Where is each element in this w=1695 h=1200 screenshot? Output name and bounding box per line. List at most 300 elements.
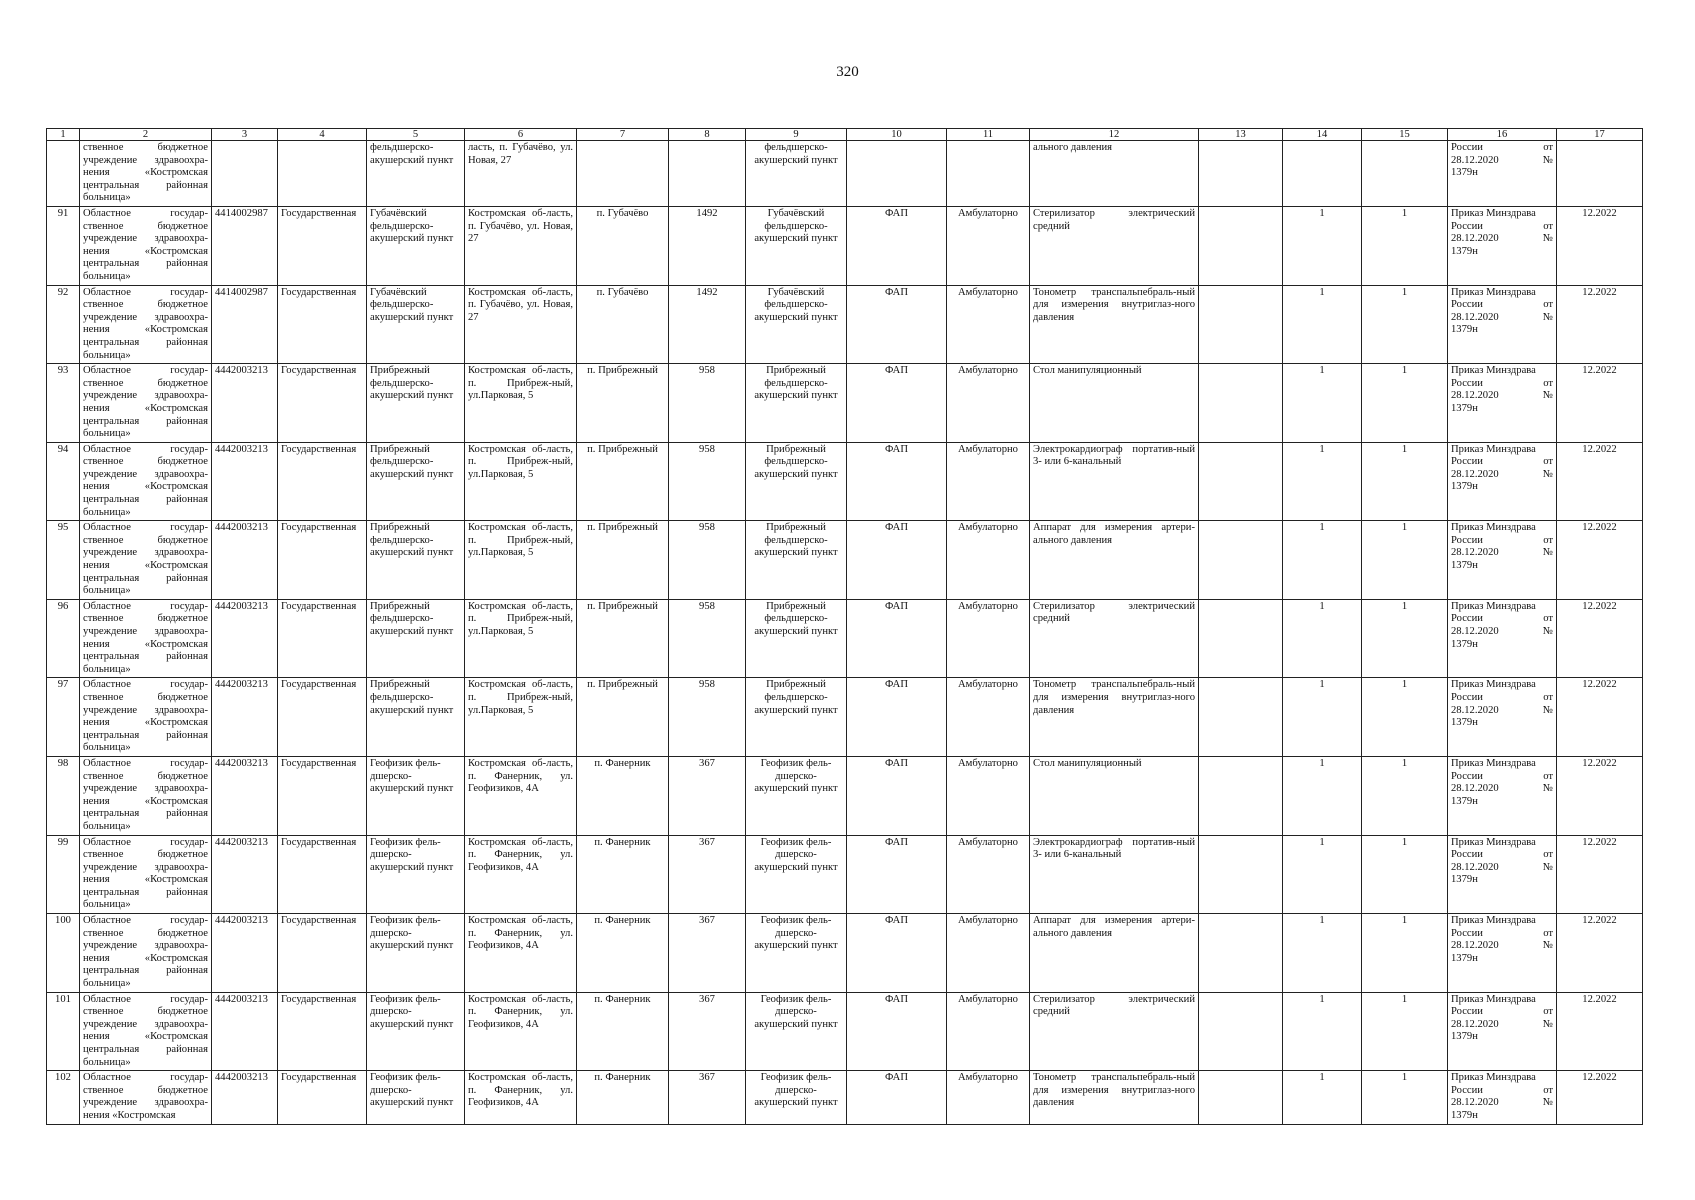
cell-organization: Областное государ-ственное бюджетное учреждение здравоохра-нения «Костромская bbox=[80, 1071, 212, 1124]
table-row bbox=[47, 285, 1643, 364]
order-line2: 28.12.2020 bbox=[1451, 233, 1499, 245]
table-row bbox=[47, 756, 1643, 835]
cell-organization: Областное государ-ственное бюджетное учреждение здравоохра-нения «Костромская центральная районная больница» bbox=[80, 992, 212, 1071]
table-row bbox=[47, 835, 1643, 914]
order-line2: 28.12.2020 bbox=[1451, 1018, 1499, 1030]
order-line3: 1379н bbox=[1451, 324, 1478, 336]
cell-care-mode bbox=[947, 141, 1030, 207]
cell-inn: 4442003213 bbox=[212, 678, 278, 757]
cell-order bbox=[1448, 756, 1557, 835]
cell-equipment: Стерилизатор электрический средний bbox=[1030, 599, 1199, 678]
order-line2: 28.12.2020 bbox=[1451, 704, 1499, 716]
cell-address: Костромская об-ласть, п. Прибреж-ный, ул.Парковая, 5 bbox=[465, 599, 577, 678]
cell-facility: Геофизик фель-дшерско-акушерский пункт bbox=[367, 992, 465, 1071]
cell-col15: 1 bbox=[1362, 285, 1448, 364]
cell-care-mode: Амбулаторно bbox=[947, 756, 1030, 835]
cell-deadline: 12.2022 bbox=[1557, 835, 1643, 914]
cell-care-mode: Амбулаторно bbox=[947, 207, 1030, 286]
cell-locality: п. Прибрежный bbox=[577, 678, 669, 757]
cell-inn bbox=[212, 141, 278, 207]
order-line2-right: № bbox=[1542, 468, 1553, 480]
order-line3: 1379н bbox=[1451, 402, 1478, 414]
cell-unit-type: ФАП bbox=[847, 1071, 947, 1124]
column-number: 14 bbox=[1283, 129, 1362, 141]
cell-locality bbox=[577, 141, 669, 207]
cell-ownership-form: Государственная bbox=[278, 442, 367, 521]
order-line1: России bbox=[1451, 220, 1483, 232]
cell-deadline: 12.2022 bbox=[1557, 521, 1643, 600]
cell-col13 bbox=[1199, 521, 1283, 600]
cell-equipment: Аппарат для измерения артери-ального давления bbox=[1030, 521, 1199, 600]
cell-inn: 4442003213 bbox=[212, 756, 278, 835]
cell-facility: Прибрежный фельдшерско-акушерский пункт bbox=[367, 521, 465, 600]
cell-organization: Областное государ-ственное бюджетное учреждение здравоохра-нения «Костромская центральная районная больница» bbox=[80, 756, 212, 835]
cell-ownership-form: Государственная bbox=[278, 285, 367, 364]
order-line1-right: от bbox=[1543, 770, 1553, 782]
cell-organization: Областное государ-ственное бюджетное учреждение здравоохра-нения «Костромская центральная районная больница» bbox=[80, 207, 212, 286]
cell-ownership-form: Государственная bbox=[278, 678, 367, 757]
cell-organization: Областное государ-ственное бюджетное учреждение здравоохра-нения «Костромская центральная районная больница» bbox=[80, 442, 212, 521]
cell-col13 bbox=[1199, 285, 1283, 364]
cell-deadline: 12.2022 bbox=[1557, 756, 1643, 835]
cell-deadline: 12.2022 bbox=[1557, 285, 1643, 364]
table-row bbox=[47, 442, 1643, 521]
column-number: 15 bbox=[1362, 129, 1448, 141]
order-line2-right: № bbox=[1542, 1018, 1553, 1030]
cell-equipment: ального давления bbox=[1030, 141, 1199, 207]
cell-order bbox=[1448, 1071, 1557, 1124]
cell-facility: Прибрежный фельдшерско-акушерский пункт bbox=[367, 599, 465, 678]
table-row bbox=[47, 992, 1643, 1071]
cell-ownership-form: Государственная bbox=[278, 521, 367, 600]
order-line1: России bbox=[1451, 1084, 1483, 1096]
order-line1-right: от bbox=[1543, 534, 1553, 546]
cell-locality: п. Губачёво bbox=[577, 207, 669, 286]
cell-col14: 1 bbox=[1283, 914, 1362, 993]
cell-deadline: 12.2022 bbox=[1557, 364, 1643, 443]
cell-organization: Областное государ-ственное бюджетное учреждение здравоохра-нения «Костромская центральная районная больница» bbox=[80, 364, 212, 443]
order-line0: Приказ Минздрава bbox=[1451, 1072, 1536, 1084]
column-number: 12 bbox=[1030, 129, 1199, 141]
cell-organization: Областное государ-ственное бюджетное учреждение здравоохра-нения «Костромская центральная районная больница» bbox=[80, 599, 212, 678]
cell-population: 958 bbox=[669, 442, 746, 521]
cell-address: Костромская об-ласть, п. Прибреж-ный, ул.Парковая, 5 bbox=[465, 521, 577, 600]
column-number: 13 bbox=[1199, 129, 1283, 141]
column-number: 11 bbox=[947, 129, 1030, 141]
cell-unit-type bbox=[847, 141, 947, 207]
cell-unit-type: ФАП bbox=[847, 364, 947, 443]
cell-equipment: Стол манипуляционный bbox=[1030, 364, 1199, 443]
cell-population: 367 bbox=[669, 756, 746, 835]
cell-col14: 1 bbox=[1283, 1071, 1362, 1124]
cell-inn: 4442003213 bbox=[212, 914, 278, 993]
cell-order bbox=[1448, 599, 1557, 678]
order-line2: 28.12.2020 bbox=[1451, 940, 1499, 952]
cell-locality: п. Фанерник bbox=[577, 1071, 669, 1124]
cell-col14 bbox=[1283, 141, 1362, 207]
column-number-row bbox=[47, 129, 1643, 141]
column-number: 16 bbox=[1448, 129, 1557, 141]
cell-locality: п. Губачёво bbox=[577, 285, 669, 364]
cell-order bbox=[1448, 364, 1557, 443]
cell-deadline: 12.2022 bbox=[1557, 1071, 1643, 1124]
cell-facility: фельдшерско-акушерский пункт bbox=[367, 141, 465, 207]
column-number: 7 bbox=[577, 129, 669, 141]
order-line1: России bbox=[1451, 534, 1483, 546]
cell-population: 958 bbox=[669, 678, 746, 757]
cell-population: 958 bbox=[669, 364, 746, 443]
column-number: 9 bbox=[746, 129, 847, 141]
order-line2: 28.12.2020 bbox=[1451, 626, 1499, 637]
cell-population: 367 bbox=[669, 992, 746, 1071]
cell-col14: 1 bbox=[1283, 207, 1362, 286]
order-line3: 1379н bbox=[1451, 952, 1478, 964]
order-line1: России bbox=[1451, 377, 1483, 389]
order-line1-right: от bbox=[1543, 691, 1553, 703]
cell-address: Костромская об-ласть, п. Губачёво, ул. Новая, 27 bbox=[465, 207, 577, 286]
order-line2-right: № bbox=[1542, 233, 1553, 245]
cell-col15: 1 bbox=[1362, 442, 1448, 521]
cell-inn: 4442003213 bbox=[212, 364, 278, 443]
cell-locality: п. Прибрежный bbox=[577, 442, 669, 521]
column-number: 1 bbox=[47, 129, 80, 141]
cell-equipment: Тонометр транспальпебраль-ный для измерения внутриглаз-ного давления bbox=[1030, 285, 1199, 364]
cell-col14: 1 bbox=[1283, 442, 1362, 521]
column-number: 5 bbox=[367, 129, 465, 141]
cell-col15: 1 bbox=[1362, 521, 1448, 600]
cell-address: Костромская об-ласть, п. Губачёво, ул. Новая, 27 bbox=[465, 285, 577, 364]
cell-population: 367 bbox=[669, 914, 746, 993]
cell-care-mode: Амбулаторно bbox=[947, 835, 1030, 914]
cell-equipment: Стерилизатор электрический средний bbox=[1030, 992, 1199, 1071]
order-line1-right: от bbox=[1543, 220, 1553, 232]
cell-care-mode: Амбулаторно bbox=[947, 442, 1030, 521]
order-line0: Приказ Минздрава bbox=[1451, 757, 1536, 769]
cell-col13 bbox=[1199, 992, 1283, 1071]
order-line2-right: № bbox=[1542, 861, 1553, 873]
order-line1: России bbox=[1451, 1006, 1483, 1018]
cell-unit: фельдшерско-акушерский пункт bbox=[746, 141, 847, 207]
order-line3: 1379н bbox=[1451, 874, 1478, 886]
order-line0: Приказ Минздрава bbox=[1451, 679, 1536, 691]
cell-deadline: 12.2022 bbox=[1557, 914, 1643, 993]
cell-ownership-form: Государственная bbox=[278, 835, 367, 914]
order-line2-right: № bbox=[1542, 783, 1553, 795]
order-line0: Приказ Минздрава bbox=[1451, 836, 1536, 848]
order-line2: 28.12.2020 bbox=[1451, 783, 1499, 795]
cell-unit-type: ФАП bbox=[847, 914, 947, 993]
order-line1: России bbox=[1451, 142, 1483, 153]
cell-facility: Геофизик фель-дшерско-акушерский пункт bbox=[367, 756, 465, 835]
cell-locality: п. Фанерник bbox=[577, 914, 669, 993]
cell-unit: Губачёвский фельдшерско-акушерский пункт bbox=[746, 285, 847, 364]
cell-deadline: 12.2022 bbox=[1557, 992, 1643, 1071]
cell-unit: Прибрежный фельдшерско-акушерский пункт bbox=[746, 599, 847, 678]
cell-order bbox=[1448, 521, 1557, 600]
cell-order bbox=[1448, 835, 1557, 914]
cell-facility: Прибрежный фельдшерско-акушерский пункт bbox=[367, 678, 465, 757]
cell-locality: п. Фанерник bbox=[577, 835, 669, 914]
cell-unit-type: ФАП bbox=[847, 442, 947, 521]
cell-unit: Геофизик фель-дшерско-акушерский пункт bbox=[746, 914, 847, 993]
cell-ownership-form: Государственная bbox=[278, 1071, 367, 1124]
order-line3: 1379н bbox=[1451, 717, 1478, 729]
order-line3: 1379н bbox=[1451, 638, 1478, 650]
cell-care-mode: Амбулаторно bbox=[947, 1071, 1030, 1124]
column-number: 4 bbox=[278, 129, 367, 141]
cell-unit: Геофизик фель-дшерско-акушерский пункт bbox=[746, 992, 847, 1071]
order-line2: 28.12.2020 bbox=[1451, 547, 1499, 559]
table-row bbox=[47, 914, 1643, 993]
cell-inn: 4442003213 bbox=[212, 1071, 278, 1124]
cell-facility: Прибрежный фельдшерско-акушерский пункт bbox=[367, 364, 465, 443]
cell-col14: 1 bbox=[1283, 364, 1362, 443]
order-line3: 1379н bbox=[1451, 795, 1478, 807]
cell-inn: 4442003213 bbox=[212, 521, 278, 600]
cell-unit-type: ФАП bbox=[847, 835, 947, 914]
cell-locality: п. Прибрежный bbox=[577, 521, 669, 600]
cell-care-mode: Амбулаторно bbox=[947, 599, 1030, 678]
cell-population: 958 bbox=[669, 599, 746, 678]
order-line1: России bbox=[1451, 927, 1483, 939]
cell-locality: п. Фанерник bbox=[577, 756, 669, 835]
cell-deadline: 12.2022 bbox=[1557, 207, 1643, 286]
cell-population: 1492 bbox=[669, 285, 746, 364]
column-number: 6 bbox=[465, 129, 577, 141]
cell-unit: Геофизик фель-дшерско-акушерский пункт bbox=[746, 756, 847, 835]
table-row bbox=[47, 1071, 1643, 1124]
cell-col14: 1 bbox=[1283, 835, 1362, 914]
order-line1-right: от bbox=[1543, 849, 1553, 861]
order-line3: 1379н bbox=[1451, 1031, 1478, 1043]
cell-population: 1492 bbox=[669, 207, 746, 286]
cell-unit: Прибрежный фельдшерско-акушерский пункт bbox=[746, 678, 847, 757]
order-line2-right: № bbox=[1542, 154, 1553, 166]
cell-care-mode: Амбулаторно bbox=[947, 678, 1030, 757]
cell-population bbox=[669, 141, 746, 207]
cell-equipment: Электрокардиограф портатив-ный 3- или 6-канальный bbox=[1030, 835, 1199, 914]
cell-organization: Областное государ-ственное бюджетное учреждение здравоохра-нения «Костромская центральная районная больница» bbox=[80, 521, 212, 600]
cell-deadline: 12.2022 bbox=[1557, 678, 1643, 757]
order-line3: 1379н bbox=[1451, 167, 1478, 179]
cell-address: Костромская об-ласть, п. Прибреж-ный, ул.Парковая, 5 bbox=[465, 364, 577, 443]
cell-unit-type: ФАП bbox=[847, 756, 947, 835]
cell-facility: Губачёвский фельдшерско-акушерский пункт bbox=[367, 207, 465, 286]
cell-row-number: 93 bbox=[47, 364, 80, 443]
cell-address: Костромская об-ласть, п. Фанерник, ул. Геофизиков, 4А bbox=[465, 835, 577, 914]
cell-address: Костромская об-ласть, п. Фанерник, ул. Геофизиков, 4А bbox=[465, 756, 577, 835]
cell-row-number: 91 bbox=[47, 207, 80, 286]
cell-row-number: 97 bbox=[47, 678, 80, 757]
cell-order bbox=[1448, 141, 1557, 207]
cell-col13 bbox=[1199, 1071, 1283, 1124]
order-line0: Приказ Минздрава bbox=[1451, 208, 1536, 219]
cell-unit: Прибрежный фельдшерско-акушерский пункт bbox=[746, 442, 847, 521]
cell-population: 958 bbox=[669, 521, 746, 600]
cell-order bbox=[1448, 285, 1557, 364]
cell-equipment: Стол манипуляционный bbox=[1030, 756, 1199, 835]
cell-organization: Областное государ-ственное бюджетное учреждение здравоохра-нения «Костромская центральная районная больница» bbox=[80, 678, 212, 757]
order-line2-right: № bbox=[1542, 704, 1553, 716]
cell-unit: Геофизик фель-дшерско-акушерский пункт bbox=[746, 835, 847, 914]
order-line0: Приказ Минздрава bbox=[1451, 522, 1536, 534]
cell-row-number: 92 bbox=[47, 285, 80, 364]
cell-inn: 4442003213 bbox=[212, 442, 278, 521]
cell-unit-type: ФАП bbox=[847, 285, 947, 364]
page-number: 320 bbox=[836, 64, 859, 80]
cell-equipment: Стерилизатор электрический средний bbox=[1030, 207, 1199, 286]
cell-inn: 4442003213 bbox=[212, 835, 278, 914]
order-line2: 28.12.2020 bbox=[1451, 1097, 1499, 1109]
column-number: 8 bbox=[669, 129, 746, 141]
cell-unit-type: ФАП bbox=[847, 521, 947, 600]
cell-order bbox=[1448, 914, 1557, 993]
cell-equipment: Тонометр транспальпебраль-ный для измерения внутриглаз-ного давления bbox=[1030, 1071, 1199, 1124]
cell-ownership-form: Государственная bbox=[278, 364, 367, 443]
cell-order bbox=[1448, 207, 1557, 286]
column-number: 17 bbox=[1557, 129, 1643, 141]
order-line1-right: от bbox=[1543, 927, 1553, 939]
cell-col13 bbox=[1199, 207, 1283, 286]
order-line2: 28.12.2020 bbox=[1451, 861, 1499, 873]
cell-care-mode: Амбулаторно bbox=[947, 914, 1030, 993]
column-number: 2 bbox=[80, 129, 212, 141]
order-line1: России bbox=[1451, 770, 1483, 782]
cell-row-number: 94 bbox=[47, 442, 80, 521]
cell-facility: Прибрежный фельдшерско-акушерский пункт bbox=[367, 442, 465, 521]
cell-facility: Губачёвский фельдшерско-акушерский пункт bbox=[367, 285, 465, 364]
cell-col13 bbox=[1199, 442, 1283, 521]
cell-col15: 1 bbox=[1362, 207, 1448, 286]
cell-unit: Губачёвский фельдшерско-акушерский пункт bbox=[746, 207, 847, 286]
cell-locality: п. Фанерник bbox=[577, 992, 669, 1071]
table-row bbox=[47, 364, 1643, 443]
cell-row-number bbox=[47, 141, 80, 207]
order-line2-right: № bbox=[1542, 940, 1553, 952]
cell-address: Костромская об-ласть, п. Прибреж-ный, ул.Парковая, 5 bbox=[465, 678, 577, 757]
cell-col13 bbox=[1199, 141, 1283, 207]
cell-population: 367 bbox=[669, 1071, 746, 1124]
cell-unit-type: ФАП bbox=[847, 678, 947, 757]
table-row bbox=[47, 599, 1643, 678]
cell-equipment: Электрокардиограф портатив-ный 3- или 6-канальный bbox=[1030, 442, 1199, 521]
cell-deadline: 12.2022 bbox=[1557, 442, 1643, 521]
equipment-register-table bbox=[46, 128, 1643, 1125]
cell-col15: 1 bbox=[1362, 1071, 1448, 1124]
order-line0: Приказ Минздрава bbox=[1451, 915, 1536, 927]
cell-order bbox=[1448, 442, 1557, 521]
cell-col15: 1 bbox=[1362, 992, 1448, 1071]
cell-ownership-form: Государственная bbox=[278, 207, 367, 286]
cell-address: ласть, п. Губачёво, ул. Новая, 27 bbox=[465, 141, 577, 207]
cell-ownership-form: Государственная bbox=[278, 599, 367, 678]
order-line2: 28.12.2020 bbox=[1451, 390, 1499, 402]
order-line3: 1379н bbox=[1451, 245, 1478, 257]
cell-col15: 1 bbox=[1362, 678, 1448, 757]
cell-row-number: 98 bbox=[47, 756, 80, 835]
cell-equipment: Тонометр транспальпебраль-ный для измерения внутриглаз-ного давления bbox=[1030, 678, 1199, 757]
cell-deadline: 12.2022 bbox=[1557, 599, 1643, 678]
cell-organization: ственное бюджетное учреждение здравоохра-нения «Костромская центральная районная больница» bbox=[80, 141, 212, 207]
table-body bbox=[47, 141, 1643, 1125]
order-line0: Приказ Минздрава bbox=[1451, 600, 1536, 612]
cell-inn: 4442003213 bbox=[212, 992, 278, 1071]
continuation-row bbox=[47, 141, 1643, 207]
cell-row-number: 101 bbox=[47, 992, 80, 1071]
cell-unit-type: ФАП bbox=[847, 207, 947, 286]
cell-inn: 4414002987 bbox=[212, 285, 278, 364]
order-line2-right: № bbox=[1542, 1097, 1553, 1109]
order-line3: 1379н bbox=[1451, 560, 1478, 572]
cell-address: Костромская об-ласть, п. Фанерник, ул. Геофизиков, 4А bbox=[465, 1071, 577, 1124]
cell-col14: 1 bbox=[1283, 599, 1362, 678]
order-line1: России bbox=[1451, 849, 1483, 861]
cell-row-number: 102 bbox=[47, 1071, 80, 1124]
cell-col13 bbox=[1199, 914, 1283, 993]
order-line2-right: № bbox=[1542, 311, 1553, 323]
cell-col13 bbox=[1199, 599, 1283, 678]
cell-equipment: Аппарат для измерения артери-ального давления bbox=[1030, 914, 1199, 993]
cell-order bbox=[1448, 678, 1557, 757]
cell-col15: 1 bbox=[1362, 364, 1448, 443]
cell-locality: п. Прибрежный bbox=[577, 599, 669, 678]
cell-care-mode: Амбулаторно bbox=[947, 992, 1030, 1071]
cell-row-number: 95 bbox=[47, 521, 80, 600]
cell-row-number: 96 bbox=[47, 599, 80, 678]
cell-population: 367 bbox=[669, 835, 746, 914]
order-line1-right: от bbox=[1543, 142, 1553, 153]
cell-ownership-form: Государственная bbox=[278, 914, 367, 993]
cell-col15: 1 bbox=[1362, 599, 1448, 678]
order-line3: 1379н bbox=[1451, 1109, 1478, 1121]
order-line1-right: от bbox=[1543, 456, 1553, 468]
order-line1: России bbox=[1451, 299, 1483, 311]
order-line0: Приказ Минздрава bbox=[1451, 993, 1536, 1005]
cell-facility: Геофизик фель-дшерско-акушерский пункт bbox=[367, 835, 465, 914]
order-line1-right: от bbox=[1543, 1006, 1553, 1018]
cell-col14: 1 bbox=[1283, 285, 1362, 364]
table-row bbox=[47, 678, 1643, 757]
table-row bbox=[47, 207, 1643, 286]
order-line1: России bbox=[1451, 613, 1483, 625]
order-line2-right: № bbox=[1542, 626, 1553, 637]
order-line3: 1379н bbox=[1451, 481, 1478, 493]
order-line0: Приказ Минздрава bbox=[1451, 365, 1536, 377]
cell-care-mode: Амбулаторно bbox=[947, 285, 1030, 364]
order-line1-right: от bbox=[1543, 299, 1553, 311]
cell-row-number: 99 bbox=[47, 835, 80, 914]
column-number: 3 bbox=[212, 129, 278, 141]
cell-row-number: 100 bbox=[47, 914, 80, 993]
cell-col15: 1 bbox=[1362, 914, 1448, 993]
order-line2: 28.12.2020 bbox=[1451, 154, 1499, 166]
cell-order bbox=[1448, 992, 1557, 1071]
cell-address: Костромская об-ласть, п. Фанерник, ул. Геофизиков, 4А bbox=[465, 914, 577, 993]
cell-facility: Геофизик фель-дшерско-акушерский пункт bbox=[367, 1071, 465, 1124]
cell-col14: 1 bbox=[1283, 992, 1362, 1071]
cell-care-mode: Амбулаторно bbox=[947, 521, 1030, 600]
order-line1-right: от bbox=[1543, 377, 1553, 389]
order-line2-right: № bbox=[1542, 547, 1553, 559]
order-line1-right: от bbox=[1543, 1084, 1553, 1096]
cell-unit: Прибрежный фельдшерско-акушерский пункт bbox=[746, 521, 847, 600]
cell-ownership-form bbox=[278, 141, 367, 207]
order-line2: 28.12.2020 bbox=[1451, 311, 1499, 323]
cell-col14: 1 bbox=[1283, 756, 1362, 835]
cell-col13 bbox=[1199, 364, 1283, 443]
cell-organization: Областное государ-ственное бюджетное учреждение здравоохра-нения «Костромская центральная районная больница» bbox=[80, 914, 212, 993]
cell-col13 bbox=[1199, 835, 1283, 914]
